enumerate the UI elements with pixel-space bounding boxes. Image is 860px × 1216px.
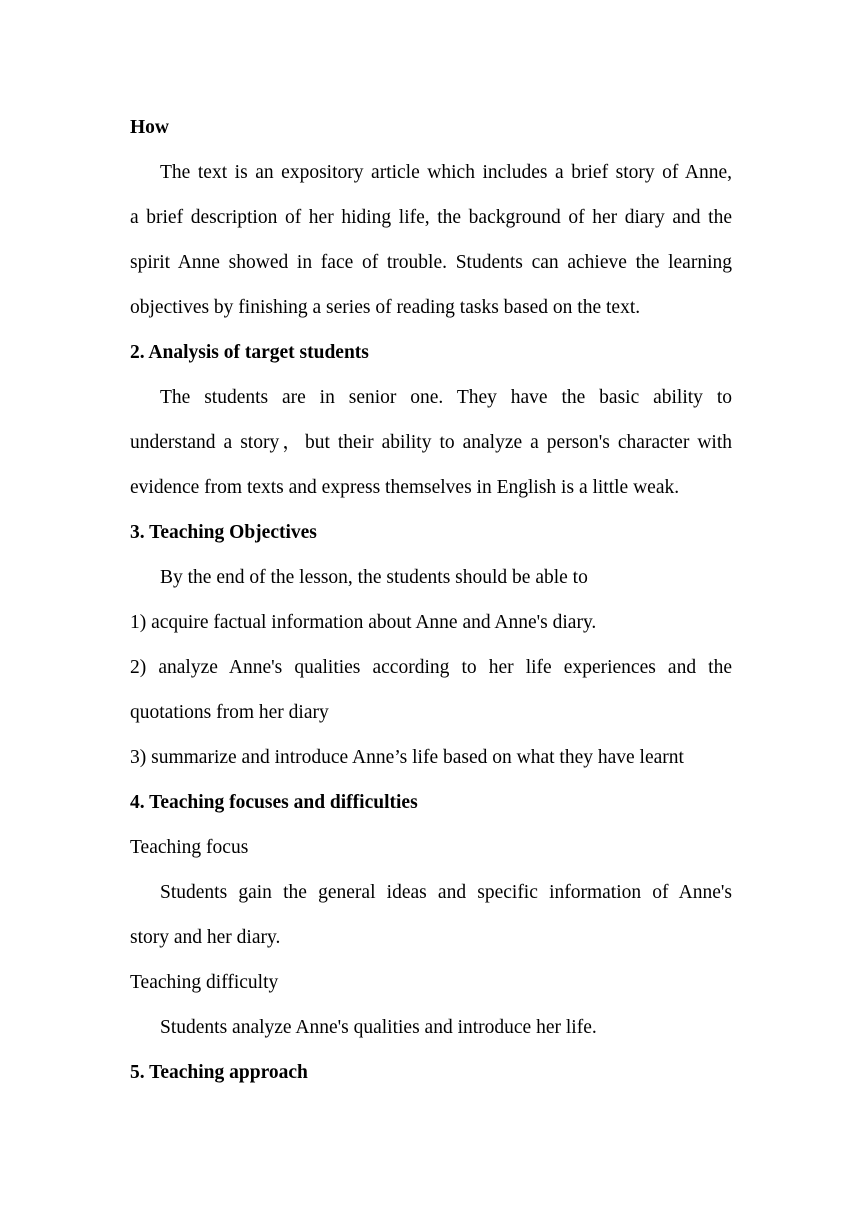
paragraph-line: evidence from texts and express themselves in English is a little weak. (130, 477, 680, 498)
paragraph-line: a brief description of her hiding life, the background of her diary and the (130, 207, 732, 228)
document-body (130, 105, 732, 1095)
section-heading-how: How (130, 117, 169, 138)
objective-item-2: 2) analyze Anne's qualities according to her life experiences and the (130, 657, 732, 678)
paragraph-line: Students gain the general ideas and specific information of Anne's (160, 882, 732, 903)
objective-item-3: 3) summarize and introduce Anne’s life based on what they have learnt (130, 747, 684, 768)
objective-item-2-continued: quotations from her diary (130, 702, 329, 723)
subheading-teaching-difficulty: Teaching difficulty (130, 972, 279, 993)
objective-item-1: 1) acquire factual information about Anne and Anne's diary. (130, 612, 597, 633)
paragraph-line: By the end of the lesson, the students should be able to (160, 567, 588, 588)
section-heading-objectives: 3. Teaching Objectives (130, 522, 317, 543)
paragraph-line: objectives by finishing a series of reading tasks based on the text. (130, 297, 641, 318)
subheading-teaching-focus: Teaching focus (130, 837, 249, 858)
section-heading-focuses: 4. Teaching focuses and difficulties (130, 792, 418, 813)
paragraph-line: understand a story，but their ability to analyze a person's character with (130, 432, 732, 453)
paragraph-line: Students analyze Anne's qualities and introduce her life. (160, 1017, 597, 1038)
paragraph-line: The students are in senior one. They have the basic ability to (160, 387, 732, 408)
paragraph-line: The text is an expository article which includes a brief story of Anne, (160, 162, 732, 183)
paragraph-line: spirit Anne showed in face of trouble. Students can achieve the learning (130, 252, 732, 273)
paragraph-line: story and her diary. (130, 927, 281, 948)
section-heading-approach: 5. Teaching approach (130, 1062, 308, 1083)
section-heading-analysis: 2. Analysis of target students (130, 342, 369, 363)
